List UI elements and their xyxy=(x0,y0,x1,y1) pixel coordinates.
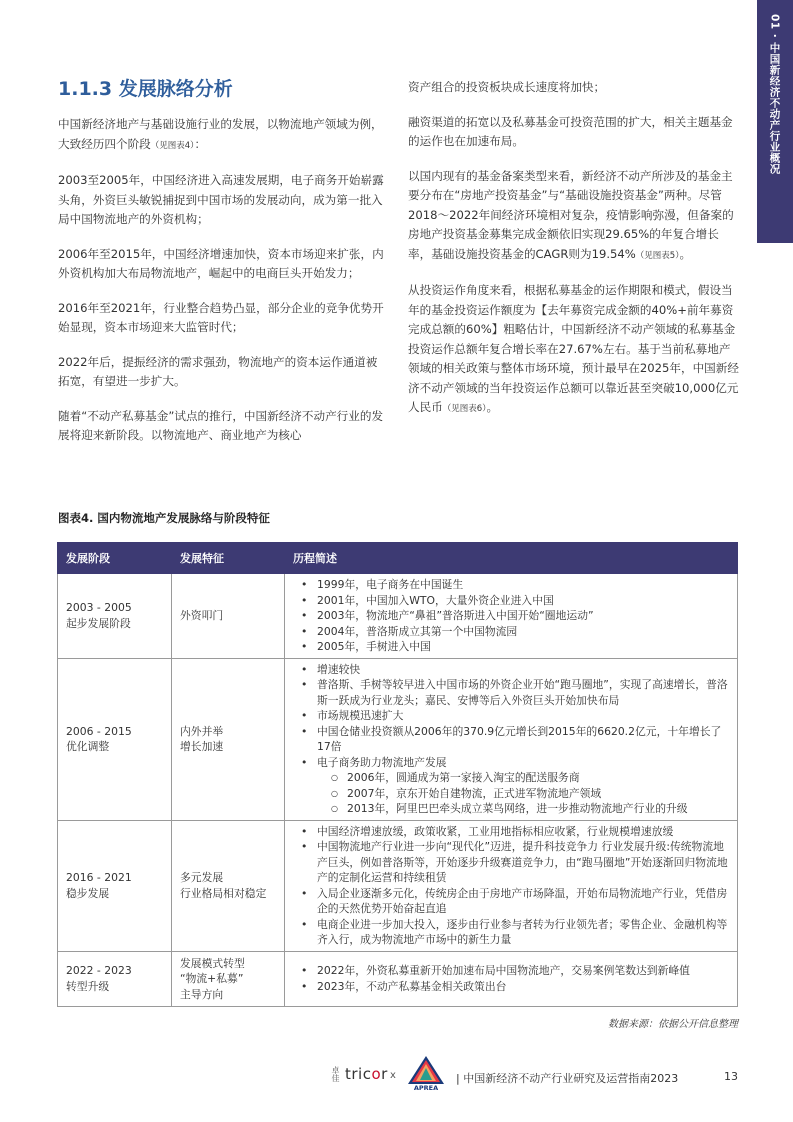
paragraph: 2003至2005年，中国经济进入高速发展期，电子商务开始崭露头角，外资巨头敏锐捕捉到中国市场的发展动向，成为第一批入局中国物流地产的外资机构； xyxy=(58,173,384,226)
development-timeline-table xyxy=(57,542,738,1007)
right-column xyxy=(408,78,740,435)
history-cell xyxy=(285,820,738,951)
footer-report-title: | 中国新经济不动产行业研究及运营指南2023 xyxy=(456,1072,679,1085)
stage-cell: 2003 - 2005 起步发展阶段 xyxy=(58,574,172,659)
features-cell: 多元发展 行业格局相对稳定 xyxy=(172,820,285,951)
paragraph: 2022年后，提振经济的需求强劲，物流地产的资本运作通道被拓宽，有望进一步扩大。 xyxy=(58,354,378,388)
list-item: • 中国经济增速放缓，政策收紧，工业用地指标相应收紧，行业规模增速放缓 xyxy=(309,824,729,840)
tricor-logo xyxy=(330,1065,388,1083)
paragraph: 随着“不动产私募基金”试点的推行，中国新经济不动产行业的发展将迎来新阶段。以物流地产、商业地产为核心 xyxy=(58,408,384,442)
list-item: • 中国仓储业投资额从2006年的370.9亿元增长到2015年的6620.2亿元，十年增长了17倍 xyxy=(309,724,729,755)
left-column xyxy=(58,115,388,461)
header-stage: 发展阶段 xyxy=(58,543,172,574)
list-item: • 2005年，手树进入中国 xyxy=(309,639,729,655)
history-cell xyxy=(285,951,738,1007)
paragraph: 2016年至2021年，行业整合趋势凸显，部分企业的竞争优势开始显现，资本市场迎来大监管时代； xyxy=(58,300,384,334)
list-item: • 电商企业进一步加大投入，逐步由行业参与者转为行业领先者；零售企业、金融机构等齐入行，成为物流地产市场中的新生力量 xyxy=(309,917,729,948)
history-cell xyxy=(285,658,738,820)
list-item: • 电子商务助力物流地产发展 ○ 2006年，圆通成为第一家接入淘宝的配送服务商 ○ 2007年，京东开始自建物流，正式进军物流地产领域 ○ 2013年，阿里巴巴牵头成立菜鸟网络，进一步推动物流地产行业的升级 xyxy=(309,755,729,817)
table-row xyxy=(58,951,738,1007)
table-header-row xyxy=(58,543,738,574)
stage-cell: 2022 - 2023 转型升级 xyxy=(58,951,172,1007)
list-item: • 2004年，普洛斯成立其第一个中国物流园 xyxy=(309,624,729,640)
source-note: 数据来源：依据公开信息整理 xyxy=(608,1019,738,1030)
stage-cell: 2006 - 2015 优化调整 xyxy=(58,658,172,820)
chapter-side-tab: 01 · 中国新经济不动产行业概况 xyxy=(757,0,793,243)
paragraph: 从投资运作角度来看，根据私募基金的运作期限和模式，假设当年的基金投资运作额度为【去年募资完成金额的40%+前年募资完成总额的60%】粗略估计，中国新经济不动产领域的私募基金投资运作总额年复合增长率在27.67%左右。基于当前私募地产领域的相关政策与整体市场环境，预计最早在2025年，中国新经济不动产领域的当年投资运作总额可以靠近甚至突破10,000亿元人民币（见图表6）。 xyxy=(408,283,739,414)
figure-reference: （见图表5） xyxy=(635,250,680,261)
list-item: • 中国物流地产行业进一步向“现代化”迈进，提升科技竞争力 行业发展升级:传统物流地产巨头，例如普洛斯等，开始逐步升级赛道竞争力，由“跑马圈地”开始逐渐回归物流地产的定制化运营和持续租赁 xyxy=(309,839,729,886)
list-item: • 2001年，中国加入WTO，大量外资企业进入中国 xyxy=(309,593,729,609)
page-number: 13 xyxy=(724,1070,738,1083)
aprea-wordmark: APREA xyxy=(413,1084,439,1092)
stage-cell: 2016 - 2021 稳步发展 xyxy=(58,820,172,951)
tricor-wordmark: tricor xyxy=(345,1065,388,1083)
header-features: 发展特征 xyxy=(172,543,285,574)
table-row xyxy=(58,820,738,951)
paragraph: 中国新经济地产与基础设施行业的发展，以物流地产领域为例，大致经历四个阶段（见图表4）： xyxy=(58,117,383,151)
figure-reference: （见图表4） xyxy=(150,140,195,151)
paragraph: 2006年至2015年，中国经济增速加快，资本市场迎来扩张，内外资机构加大布局物流地产，崛起中的电商巨头开始发力； xyxy=(58,246,384,280)
sub-list-item: ○ 2007年，京东开始自建物流，正式进军物流地产领域 xyxy=(339,786,729,802)
paragraph: 资产组合的投资板块成长速度将加快； xyxy=(408,80,606,94)
list-item: • 2003年，物流地产“鼻祖”普洛斯进入中国开始“圈地运动” xyxy=(309,608,729,624)
logo-separator: x xyxy=(390,1070,396,1081)
list-item: • 市场规模迅速扩大 xyxy=(309,708,729,724)
features-cell: 内外并举 增长加速 xyxy=(172,658,285,820)
page-footer xyxy=(0,1062,793,1102)
paragraph: 以国内现有的基金备案类型来看，新经济不动产所涉及的基金主要分布在“房地产投资基金”与“基础设施投资基金”两种。尽管2018～2022年间经济环境相对复杂，疫情影响弥漫，但备案的房地产投资基金募集完成金额依旧实现29.65%的年复合增长率，基础设施投资基金的CAGR则为19.54%（见图表5）。 xyxy=(408,168,734,261)
header-history: 历程简述 xyxy=(285,543,738,574)
history-cell xyxy=(285,574,738,659)
list-item: • 普洛斯、手树等较早进入中国市场的外资企业开始“跑马圈地”，实现了高速增长，普洛斯一跃成为行业龙头；嘉民、安博等后入外资巨头开始加快布局 xyxy=(309,677,729,708)
figure-reference: （见图表6） xyxy=(442,404,487,414)
list-item: • 入局企业逐渐多元化，传统房企由于房地产市场降温，开始布局物流地产行业，凭借房企的天然优势开始奋起直追 xyxy=(309,886,729,917)
features-cell: 外资叩门 xyxy=(172,574,285,659)
list-item: • 2022年，外资私募重新开始加速布局中国物流地产，交易案例笔数达到新峰值 xyxy=(309,963,729,979)
list-item: • 增速较快 xyxy=(309,662,729,678)
sub-list-item: ○ 2006年，圆通成为第一家接入淘宝的配送服务商 xyxy=(339,770,729,786)
figure-title: 图表4. 国内物流地产发展脉络与阶段特征 xyxy=(58,511,270,525)
paragraph: 融资渠道的拓宽以及私募基金可投资范围的扩大，相关主题基金的运作也在加速布局。 xyxy=(408,114,733,148)
aprea-logo xyxy=(404,1054,448,1098)
list-item: • 2023年，不动产私募基金相关政策出台 xyxy=(309,979,729,995)
tricor-seal: 卓佳 xyxy=(331,1066,340,1082)
table-row xyxy=(58,574,738,659)
table-row xyxy=(58,658,738,820)
sub-list-item: ○ 2013年，阿里巴巴牵头成立菜鸟网络，进一步推动物流地产行业的升级 xyxy=(339,801,729,817)
list-item: • 1999年，电子商务在中国诞生 xyxy=(309,577,729,593)
features-cell: 发展模式转型 “物流+私募” 主导方向 xyxy=(172,951,285,1007)
section-title: 1.1.3 发展脉络分析 xyxy=(58,78,233,100)
aprea-triangle-icon xyxy=(404,1054,448,1086)
